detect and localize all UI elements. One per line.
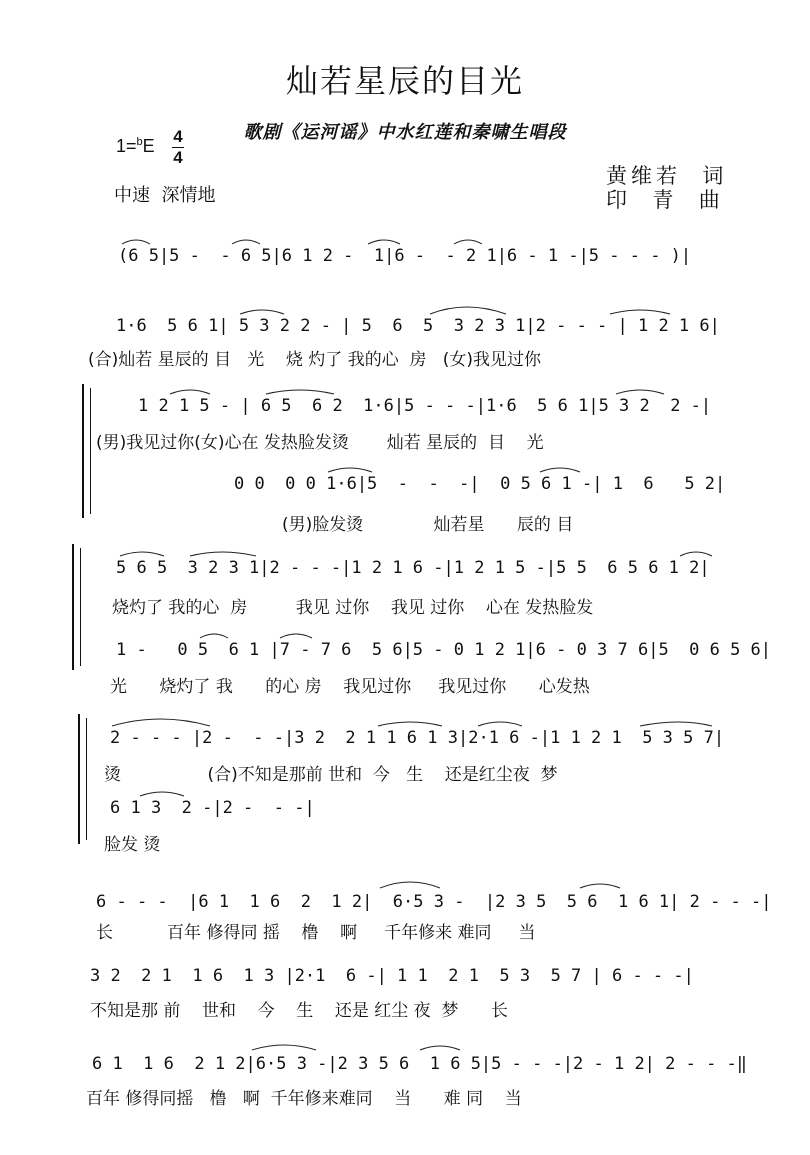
lyrics-line-7: 烫 (合)不知是那前 世和 今 生 还是红尘夜 梦 [104,765,558,785]
notes-line-9: 6 - - - |6 1 1 6 2 1 2| 6·5 3 - |2 3 5 5 6 1 6 1| 2 - - -| [96,892,772,912]
time-top: 4 [173,127,183,146]
lyrics-line-5: 烧灼了 我的心 房 我见 过你 我见 过你 心在 发热脸发 [112,598,594,618]
lyricist-credit: 黄维若 词 [606,164,728,188]
song-title: 灿若星辰的目光 [285,62,524,100]
key-note: E [142,136,155,156]
notes-line-5: 5 6 5 3 2 3 1|2 - - -|1 2 1 6 -|1 2 1 5 -|5 5 6 5 6 1 2| [116,558,710,578]
notes-line-6: 1 - 0 5 6 1 |7 - 7 6 5 6|5 - 0 1 2 1|6 - 0 3 7 6|5 0 6 5 6| [116,640,772,660]
lyrics-line-9: 长 百年 修得同 摇 橹 啊 千年修来 难同 当 [96,923,536,943]
notes-line-7: 2 - - - |2 - - -|3 2 2 1 1 6 1 3|2·1 6 -|1 1 2 1 5 3 5 7| [110,728,725,748]
notes-line-8: 6 1 3 2 -|2 - - -| [110,798,315,818]
lyrics-line-11: 百年 修得同摇 橹 啊 千年修来难同 当 难 同 当 [86,1089,522,1109]
notes-line-1: (6 5|5 - - 6 5|6 1 2 - 1|6 - - 2 1|6 - 1 -|5 - - - )| [118,246,692,266]
notes-line-4: 0 0 0 0 1·6|5 - - -| 0 5 6 1 -| 1 6 5 2| [234,474,726,494]
key-prefix: 1= [116,136,137,156]
composer-credit: 印 青 曲 [606,188,724,212]
time-bottom: 4 [173,148,183,167]
lyrics-line-3: (男)我见过你(女)心在 发热脸发烫 灿若 星辰的 目 光 [96,433,544,453]
lyrics-line-4: (男)脸发烫 灿若星 辰的 目 [282,515,574,535]
notes-line-10: 3 2 2 1 1 6 1 3 |2·1 6 -| 1 1 2 1 5 3 5 7 | 6 - - -| [90,966,694,986]
lyrics-line-8: 脸发 烫 [104,835,161,855]
lyrics-line-2: (合)灿若 星辰的 目 光 烧 灼了 我的心 房 (女)我见过你 [88,350,541,370]
lyrics-line-6: 光 烧灼了 我 的心 房 我见过你 我见过你 心发热 [110,677,590,697]
lyrics-line-10: 不知是那 前 世和 今 生 还是 红尘 夜 梦 长 [90,1001,508,1021]
notes-line-11: 6 1 1 6 2 1 2|6·5 3 -|2 3 5 6 1 6 5|5 - - -|2 - 1 2| 2 - - -‖ [92,1054,748,1074]
key-flat: b [136,136,143,148]
notes-line-2: 1·6 5 6 1| 5 3 2 2 - | 5 6 5 3 2 3 1|2 - - - | 1 2 1 6| [116,316,720,336]
song-subtitle: 歌剧《运河谣》中水红莲和秦啸生唱段 [243,122,567,143]
tempo-marking: 中速 深情地 [114,185,216,206]
notes-line-3: 1 2 1 5 - | 6 5 6 2 1·6|5 - - -|1·6 5 6 1|5 3 2 2 -| [138,396,712,416]
